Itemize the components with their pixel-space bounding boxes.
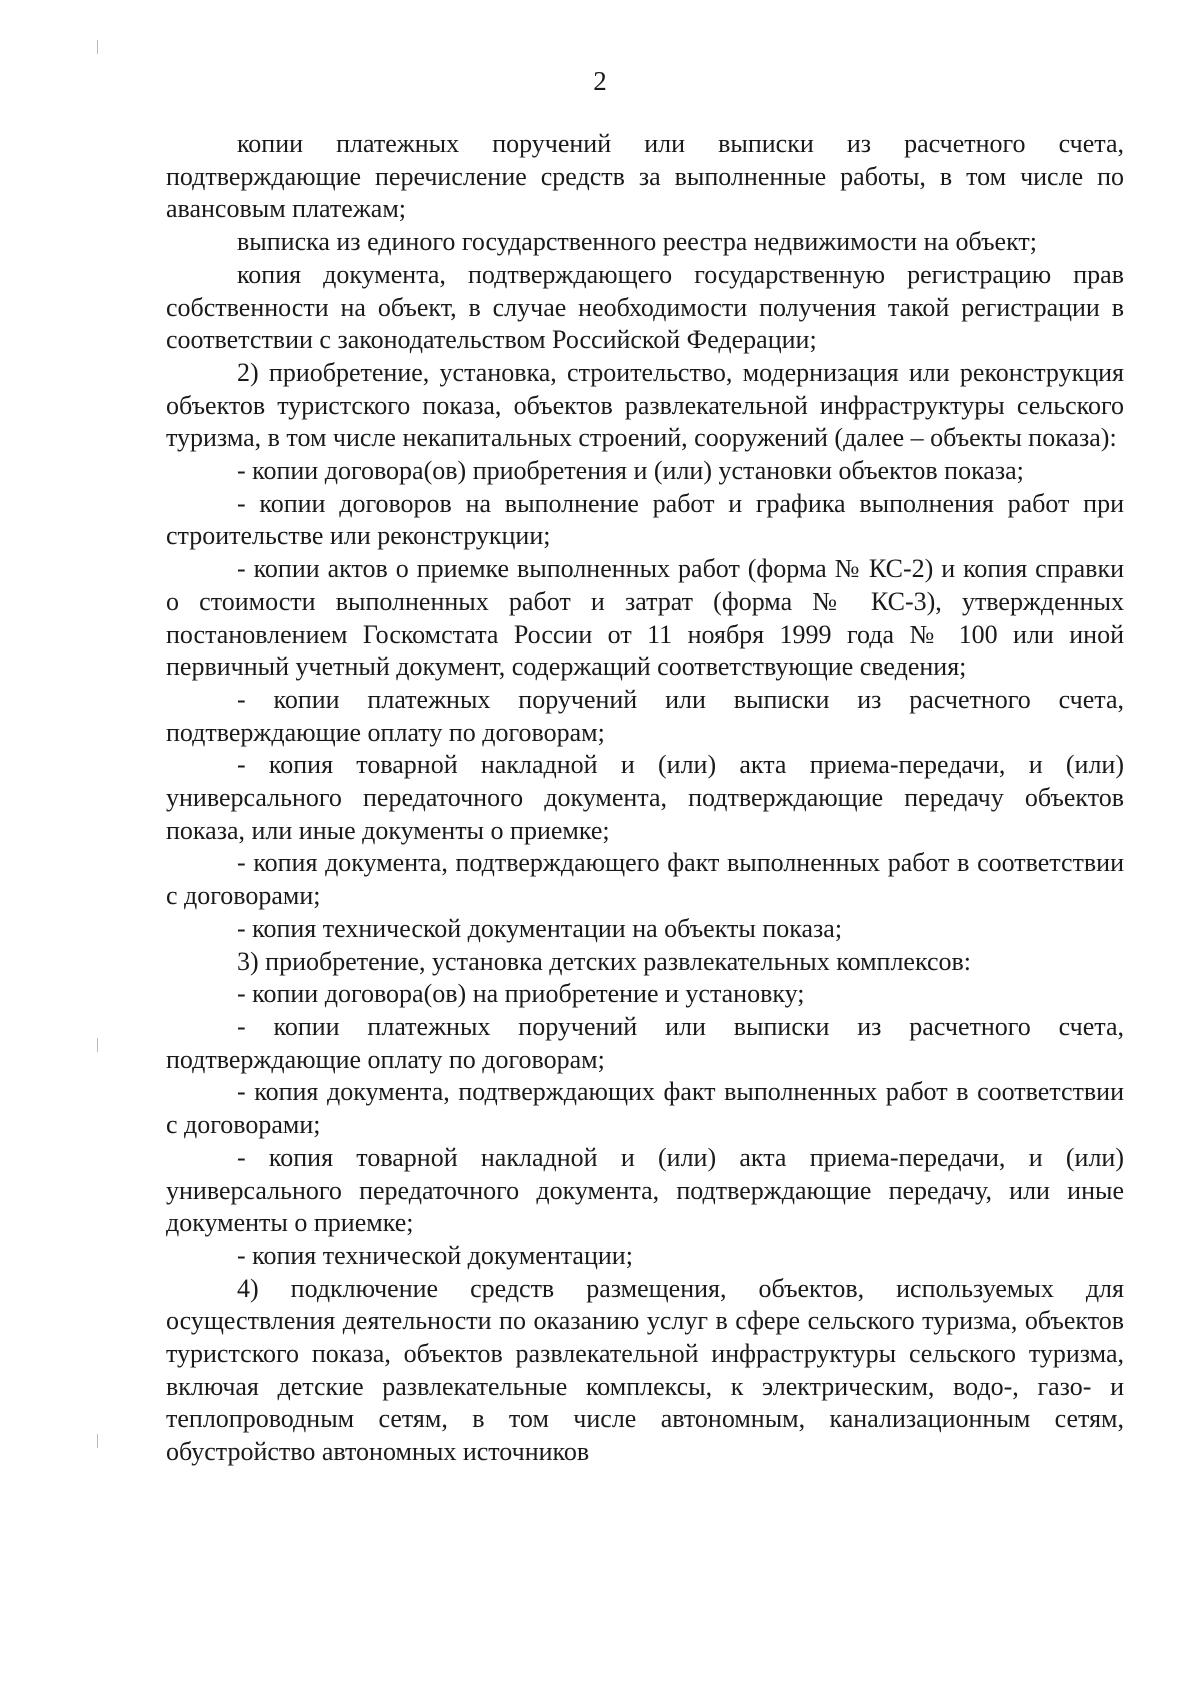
paragraph-registry-extract: выписка из единого государственного реестра недвижимости на объект; [237, 227, 1037, 257]
paragraph-item-2-contracts: - копии договора(ов) приобретения и (или) установки объектов показа; [237, 456, 1024, 486]
paragraph-item-3-work-proof: - копия документа, подтверждающих факт выполненных работ в соответствии с договорами; [166, 1077, 1124, 1140]
paragraph-item-2-work-proof: - копия документа, подтверждающего факт выполненных работ в соответствии с договорами; [166, 848, 1124, 911]
paragraph-item-3-heading: 3) приобретение, установка детских развлекательных комплексов: [237, 946, 971, 976]
paragraph-item-2-work-contracts: - копии договоров на выполнение работ и графика выполнения работ при строительстве или реконструкции; [166, 488, 1124, 551]
document-body [166, 128, 1124, 1469]
paragraph-item-3-invoices: - копия товарной накладной и (или) акта приема-передачи, и (или) универсального передаточного документа, подтверждающие передачу, или иные документы о приемке; [166, 1142, 1124, 1238]
scan-margin-mark [97, 1434, 98, 1448]
paragraph-ownership-registration: копия документа, подтверждающего государственную регистрацию прав собственности на объект, в случае необходимости получения такой регистрации в соответствии с законодательством Российской Федерации; [166, 259, 1124, 355]
paragraph-item-2-payments: - копии платежных поручений или выписки из расчетного счета, подтверждающие оплату по договорам; [166, 684, 1124, 747]
paragraph-item-2-heading: 2) приобретение, установка, строительство, модернизация или реконструкция объектов туристского показа, объектов развлекательной инфраструктуры сельского туризма, в том числе некапитальных строений, сооружений (далее – объекты показа): [166, 357, 1124, 453]
paragraph-item-4-heading: 4) подключение средств размещения, объектов, используемых для осуществления деятельности по оказанию услуг в сфере сельского туризма, объектов туристского показа, объектов развлекательной инфраструктуры сельского туризма, включая детские развлекательные комплексы, к электрическим, водо-, газо- и теплопроводным сетям, в том числе автономным, канализационным сетям, обустройство автономных источников [166, 1273, 1124, 1467]
paragraph-item-3-contracts: - копии договора(ов) на приобретение и установку; [237, 979, 805, 1009]
paragraph-payment-copies: копии платежных поручений или выписки из расчетного счета, подтверждающие перечисление средств за выполненные работы, в том числе по авансовым платежам; [166, 129, 1124, 224]
paragraph-item-3-payments: - копии платежных поручений или выписки из расчетного счета, подтверждающие оплату по договорам; [166, 1011, 1124, 1074]
scan-margin-mark [97, 1038, 98, 1052]
paragraph-item-2-invoices: - копия товарной накладной и (или) акта приема-передачи, и (или) универсального передаточного документа, подтверждающие передачу объектов показа, или иные документы о приемке; [166, 750, 1124, 845]
paragraph-item-2-acts: - копии актов о приемке выполненных работ (форма № КС-2) и копия справки о стоимости выполненных работ и затрат (форма № КС-3), утвержденных постановлением Госкомстата России от 11 ноября 1999 года № 100 или иной первичный учетный документ, содержащий соответствующие сведения; [166, 554, 1124, 682]
page-number: 2 [593, 66, 607, 96]
paragraph-item-3-tech-docs: - копия технической документации; [237, 1240, 633, 1270]
scan-margin-mark [97, 40, 98, 54]
paragraph-item-2-tech-docs: - копия технической документации на объекты показа; [237, 913, 843, 943]
